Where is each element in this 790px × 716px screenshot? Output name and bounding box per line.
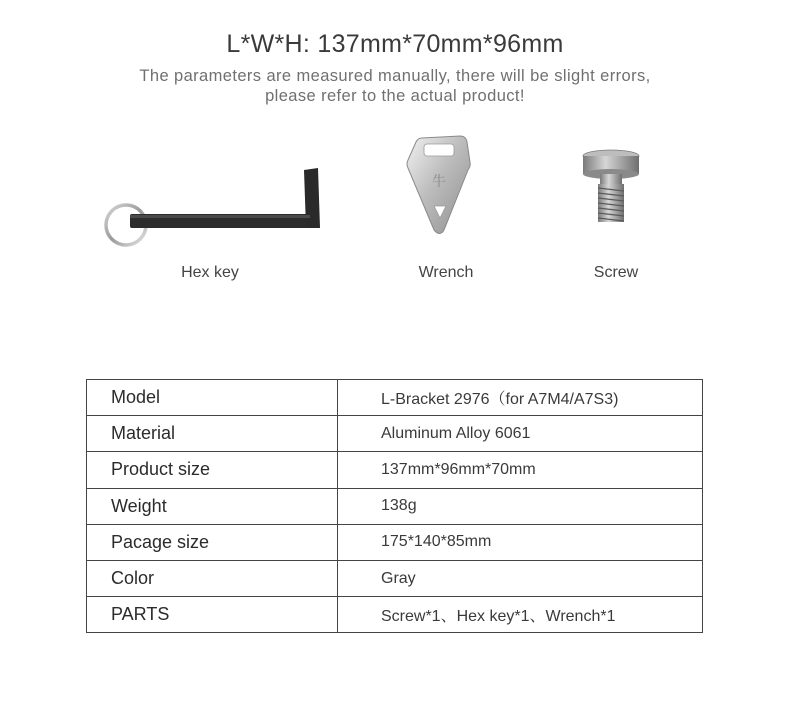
specs-table bbox=[86, 379, 703, 633]
spec-key-product-size: Product size bbox=[87, 452, 338, 488]
spec-value-model: L-Bracket 2976（for A7M4/A7S3) bbox=[338, 380, 703, 416]
wrench-label: Wrench bbox=[418, 264, 474, 281]
table-row bbox=[87, 380, 703, 416]
hex-key-icon bbox=[100, 160, 330, 252]
spec-value-parts: Screw*1、Hex key*1、Wrench*1 bbox=[338, 597, 703, 633]
spec-key-package-size: Pacage size bbox=[87, 524, 338, 560]
table-row bbox=[87, 560, 703, 596]
screw-icon bbox=[578, 148, 644, 228]
spec-key-weight: Weight bbox=[87, 488, 338, 524]
note-line-1: The parameters are measured manually, there will be slight errors, bbox=[139, 67, 651, 85]
spec-value-weight: 138g bbox=[338, 488, 703, 524]
note-line-2: please refer to the actual product! bbox=[265, 87, 525, 105]
spec-value-product-size: 137mm*96mm*70mm bbox=[338, 452, 703, 488]
wrench-icon bbox=[404, 134, 474, 238]
svg-text:牛: 牛 bbox=[432, 174, 446, 190]
screw-label: Screw bbox=[593, 264, 639, 281]
spec-value-material: Aluminum Alloy 6061 bbox=[338, 416, 703, 452]
spec-value-package-size: 175*140*85mm bbox=[338, 524, 703, 560]
table-row bbox=[87, 597, 703, 633]
hex-key-label: Hex key bbox=[181, 264, 239, 281]
spec-key-color: Color bbox=[87, 560, 338, 596]
dimensions-title: L*W*H: 137mm*70mm*96mm bbox=[226, 30, 564, 58]
spec-key-material: Material bbox=[87, 416, 338, 452]
table-row bbox=[87, 488, 703, 524]
table-row bbox=[87, 524, 703, 560]
table-row bbox=[87, 452, 703, 488]
table-row bbox=[87, 416, 703, 452]
spec-value-color: Gray bbox=[338, 560, 703, 596]
spec-key-model: Model bbox=[87, 380, 338, 416]
spec-key-parts: PARTS bbox=[87, 597, 338, 633]
measurement-note bbox=[0, 66, 790, 106]
